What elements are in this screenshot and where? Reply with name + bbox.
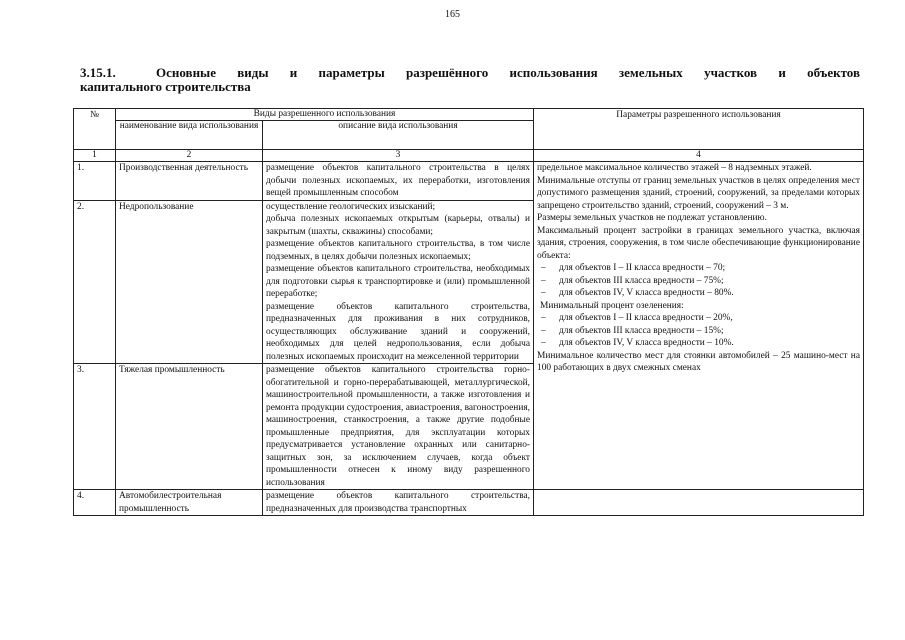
params-plot-size: Размеры земельных участков не подлежат установлению. <box>537 213 767 223</box>
params-cell-empty <box>534 490 864 516</box>
row-name: Тяжелая промышленность <box>116 364 263 490</box>
params-setbacks: Минимальные отступы от границ земельных участков в целях определения мест допустимого размещения зданий, строений, сооружений, за пределами которых запрещено строительство зданий, строений, сооружений – 3 м. <box>537 175 860 211</box>
row-number: 3. <box>74 364 116 490</box>
column-number: 4 <box>534 150 864 162</box>
usage-table <box>73 108 864 516</box>
params-cell <box>534 162 864 490</box>
column-number: 1 <box>74 150 116 162</box>
row-description <box>263 200 534 364</box>
row-name: Недропользование <box>116 200 263 364</box>
header-number: № <box>74 109 116 150</box>
params-max-floors: предельное максимальное количество этажей – 8 надземных этажей. <box>537 163 812 173</box>
heading-title-line-2: капитального строительства <box>80 79 251 94</box>
description-line: размещение объектов капитального строительства, необходимых для подготовки сырья к транспортировке и (или) промышленной переработке; <box>266 264 530 299</box>
row-description: размещение объектов капитального строительства, предназначенных для производства транспортных <box>263 490 534 516</box>
row-description: размещение объектов капитального строительства в целях добычи полезных ископаемых, их переработки, изготовления вещей промышленным способом <box>263 162 534 201</box>
table-row <box>74 162 864 201</box>
row-name: Производственная деятельность <box>116 162 263 201</box>
row-number: 1. <box>74 162 116 201</box>
list-item: – для объектов IV, V класса вредности – 10%. <box>541 338 734 348</box>
list-item: – для объектов I – II класса вредности – 20%, <box>541 313 733 323</box>
description-line: добыча полезных ископаемых открытым (карьеры, отвалы) и закрытым (шахты, скважины) способами; <box>266 214 530 237</box>
heading-line-1 <box>80 66 860 80</box>
list-item: – для объектов III класса вредности – 15%; <box>541 325 724 336</box>
column-number: 2 <box>116 150 263 162</box>
column-number: 3 <box>263 150 534 162</box>
params-parking: Минимальное количество мест для стоянки автомобилей – 25 машино-мест на 100 работающих в двух смежных сменах <box>537 350 860 373</box>
page-number: 165 <box>445 9 460 20</box>
description-line: размещение объектов капитального строительства, предназначенных для проживания в них сотрудников, осуществляющих обслуживание зданий и сооружений, необходимых для целей недропользования, если добыча полезных ископаемых происходит на межселенной территории <box>266 301 530 362</box>
header-usage-types: Виды разрешенного использования <box>116 109 534 121</box>
row-name: Автомобилестроительная промышленность <box>116 490 263 516</box>
description-line: осуществление геологических изысканий; <box>266 201 436 212</box>
column-numbers-row <box>74 150 864 162</box>
params-green-percent: Минимальный процент озеленения: <box>540 300 684 311</box>
heading-title-line-1: Основные виды и параметры разрешённого использования земельных участков и объектов <box>156 65 860 80</box>
section-number: 3.15.1. <box>80 65 116 80</box>
list-item: – для объектов IV, V класса вредности – 80%. <box>541 288 734 298</box>
section-heading <box>80 66 860 94</box>
row-number: 4. <box>74 490 116 516</box>
header-row-1 <box>74 109 864 121</box>
list-item: – для объектов III класса вредности – 75%; <box>541 275 724 286</box>
header-description: описание вида использования <box>263 121 534 150</box>
params-build-percent: Максимальный процент застройки в границах земельного участка, включая здания, строения, сооружения, в том числе обеспечивающие функционирование объекта: <box>537 225 860 261</box>
row-number: 2. <box>74 200 116 364</box>
header-params: Параметры разрешенного использования <box>534 109 864 150</box>
header-name: наименование вида использования <box>116 121 263 150</box>
description-line: размещение объектов капитального строительства, в том числе подземных, в целях добычи полезных ископаемых; <box>266 239 530 262</box>
list-item: – для объектов I – II класса вредности – 70; <box>541 263 726 273</box>
table-row <box>74 490 864 516</box>
row-description: размещение объектов капитального строительства горно-обогатительной и горно-перерабатывающей, металлургической, машиностроительной промышленности, а также изготовления и ремонта продукции судостроения, авиастроения, вагоностроения, машиностроения, станкостроения, а также другие подобные промышленные предприятия, для эксплуатации которых предусматривается установление охранных или санитарно-защитных зон, за исключением случаев, когда объект промышленности отнесен к иному виду разрешенного использования <box>263 364 534 490</box>
